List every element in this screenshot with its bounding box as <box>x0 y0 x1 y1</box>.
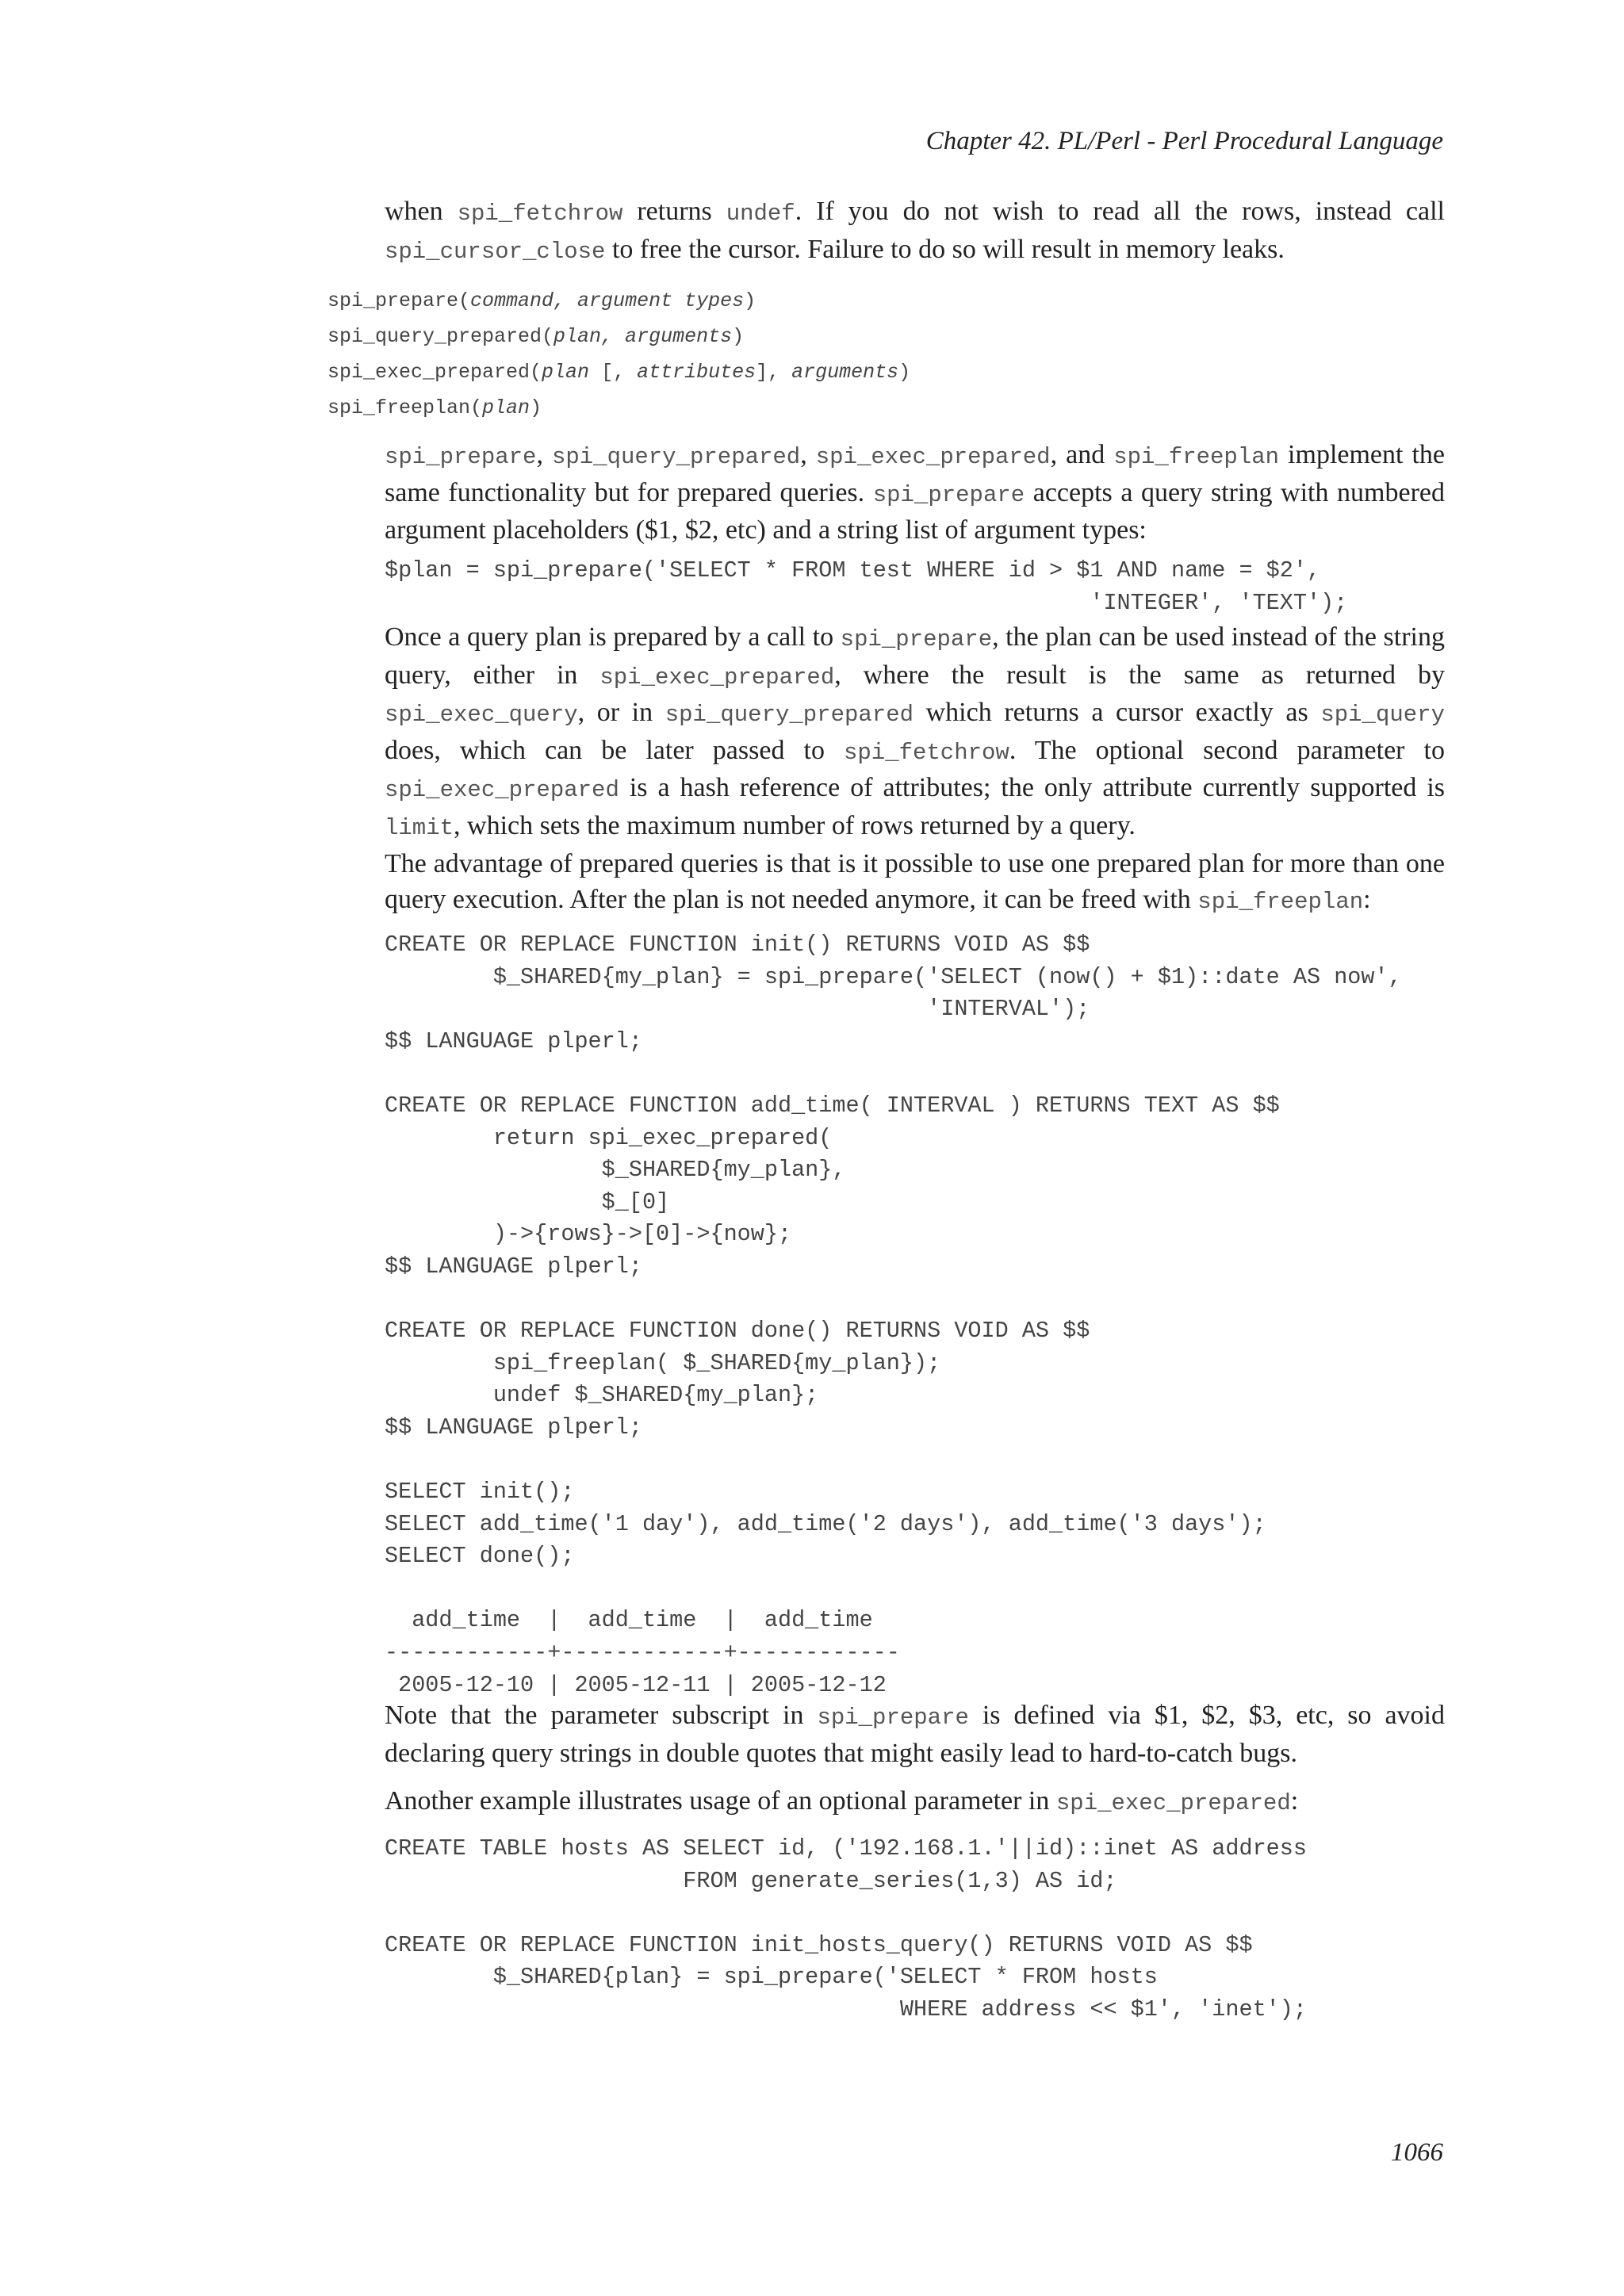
signature-spi-freeplan: spi_freeplan(plan) <box>327 396 542 419</box>
code-block-add-time-example: CREATE OR REPLACE FUNCTION init() RETURNS VOID AS $$ $_SHARED{my_plan} = spi_prepare('SELECT (now() + $1)::date AS now', 'INTERVAL'); $$ LANGUAGE plperl; CREATE OR REPLACE FUNCTION add_time( INTERVAL ) RETURNS TEXT AS $$ return spi_exec_prepared( $_SHARED{my_plan}, $_[0] )->{rows}->[0]->{now}; $$ LANGUAGE plperl; CREATE OR REPLACE FUNCTION done() RETURNS VOID AS $$ spi_freeplan( $_SHARED{my_plan}); undef $_SHARED{my_plan}; $$ LANGUAGE plperl; SELECT init(); SELECT add_time('1 day'), add_time('2 days'), add_time('3 days'); SELECT done(); add_time | add_time | add_time ------------+------------+------------ 2005-12-10 | 2005-12-11 | 2005-12-12 <box>385 932 1402 1698</box>
paragraph-parameter-note: Note that the parameter subscript in spi_prepare is defined via $1, $2, $3, etc, so avoid declaring query strings in double quotes that might easily lead to hard-to-catch bugs. <box>385 1701 1445 1768</box>
code-block-hosts-example: CREATE TABLE hosts AS SELECT id, ('192.168.1.'||id)::inet AS address FROM generate_series(1,3) AS id; CREATE OR REPLACE FUNCTION init_hosts_query() RETURNS VOID AS $$ $_SHARED{plan} = spi_prepare('SELECT * FROM hosts WHERE address << $1', 'inet'); <box>385 1835 1307 2022</box>
signature-spi-query-prepared: spi_query_prepared(plan, arguments) <box>327 325 745 348</box>
code-inline: undef <box>726 201 795 227</box>
text-run: returns <box>622 197 726 226</box>
code-block-spi-prepare-example: $plan = spi_prepare('SELECT * FROM test WHERE id > $1 AND name = $2', 'INTEGER', 'TEXT'); <box>385 557 1348 616</box>
text-run: to free the cursor. Failure to do so will result in memory leaks. <box>605 234 1285 264</box>
paragraph-query-plan: Once a query plan is prepared by a call to spi_prepare, the plan can be used instead of the string query, either in spi_exec_prepared, where the result is the same as returned by spi_exec_query, or in spi_query_prepared which returns a cursor exactly as spi_query does, which can be later passed to spi_fetchrow. The optional second parameter to spi_exec_prepared is a hash reference of attributes; the only attribute currently supported is limit, which sets the maximum number of rows returned by a query. <box>385 622 1446 841</box>
code-inline: spi_fetchrow <box>457 201 623 227</box>
text-run: . If you do not wish to read all the rows, instead call <box>795 197 1446 226</box>
paragraph-prepared-queries: spi_prepare, spi_query_prepared, spi_exec_prepared, and spi_freeplan implement the same functionality but for prepared queries. spi_prepare accepts a query string with numbered argument placeholders ($1, $2, etc) and a string list of argument types: <box>385 440 1446 545</box>
paragraph-advantage: The advantage of prepared queries is that is it possible to use one prepared plan for more than one query execution. After the plan is not needed anymore, it can be freed with spi_freeplan: <box>385 849 1445 915</box>
text-run: when <box>385 197 458 226</box>
paragraph-another-example: Another example illustrates usage of an optional parameter in spi_exec_prepared: <box>385 1786 1299 1816</box>
signature-spi-prepare: spi_prepare(command, argument types) <box>327 289 756 312</box>
code-inline: spi_cursor_close <box>385 238 606 265</box>
page-number: 1066 <box>1391 2138 1443 2167</box>
running-header: Chapter 42. PL/Perl - Perl Procedural Language <box>925 127 1443 155</box>
intro-paragraph <box>385 194 1445 270</box>
signature-spi-exec-prepared: spi_exec_prepared(plan [, attributes], arguments) <box>327 361 911 384</box>
